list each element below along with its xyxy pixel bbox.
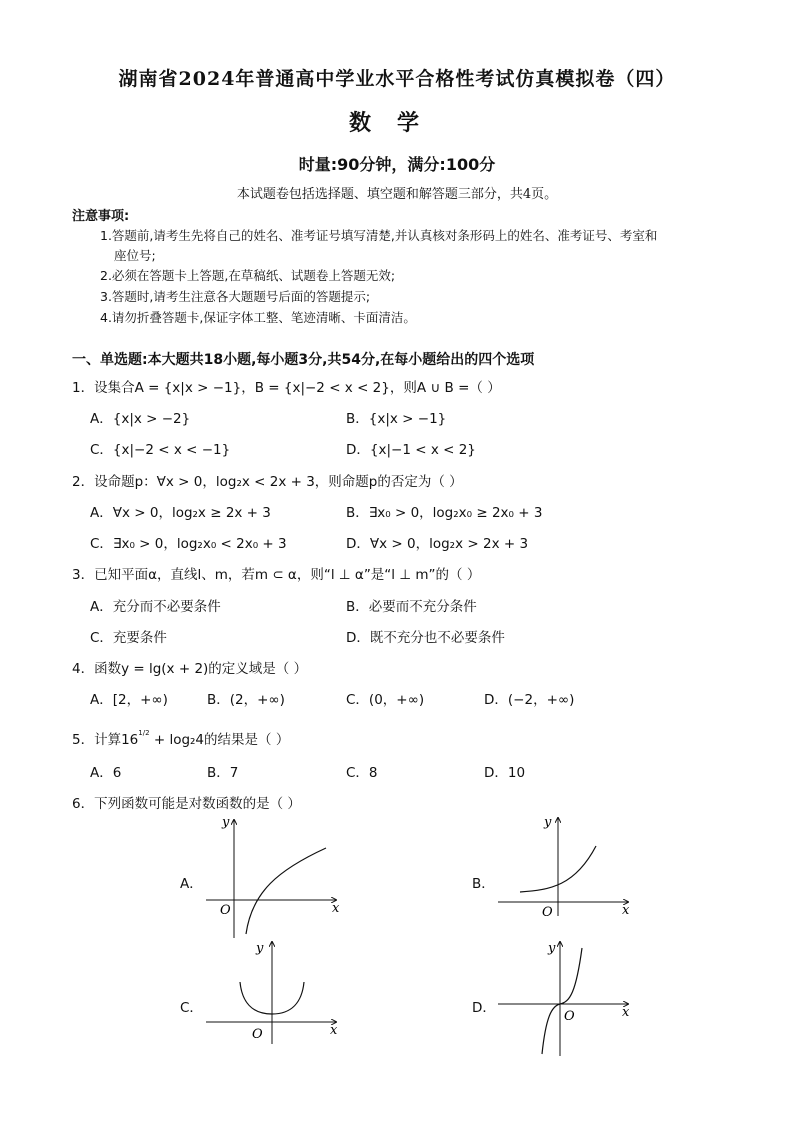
graph-d-origin: O xyxy=(564,1009,575,1024)
graph-b xyxy=(490,812,640,922)
graph-c-origin: O xyxy=(252,1027,263,1042)
question-3-option-c: C．充要条件 xyxy=(90,630,167,646)
question-6-stem: 6．下列函数可能是对数函数的是（ ） xyxy=(72,796,301,812)
notice-heading: 注意事项: xyxy=(72,209,130,224)
question-1-option-d: D．{x|−1 < x < 2} xyxy=(346,442,476,458)
question-4-option-b: B．(2，+∞) xyxy=(207,692,285,708)
question-5-stem xyxy=(72,728,289,748)
question-5-stem-post: + log₂4的结果是（ ） xyxy=(149,732,290,748)
notice-item-3: 3.答题时,请考生注意各大题题号后面的答题提示; xyxy=(100,289,371,304)
question-2-option-d: D．∀x > 0，log₂x > 2x + 3 xyxy=(346,536,529,552)
graph-d-x-label: x xyxy=(622,1005,630,1020)
time-score-line: 时量:90分钟，满分:100分 xyxy=(298,155,496,174)
question-3-option-a: A．充分而不必要条件 xyxy=(90,599,221,615)
graph-a xyxy=(200,812,350,942)
graph-c xyxy=(200,936,350,1051)
question-3-option-b: B．必要而不充分条件 xyxy=(346,599,477,615)
question-5-stem-pre: 5．计算16 xyxy=(72,732,139,748)
question-2-option-b: B．∃x₀ > 0，log₂x₀ ≥ 2x₀ + 3 xyxy=(346,505,543,521)
question-5-option-c: C．8 xyxy=(346,765,378,781)
question-4-option-a: A．[2，+∞) xyxy=(90,692,168,708)
graph-a-origin: O xyxy=(220,903,231,918)
graph-d xyxy=(490,936,640,1061)
question-1-option-b: B．{x|x > −1} xyxy=(346,411,447,427)
graph-c-x-label: x xyxy=(330,1023,338,1038)
graph-c-label: C． xyxy=(180,1000,203,1016)
graph-a-y-label: y xyxy=(222,815,230,830)
graph-b-label: B． xyxy=(472,876,495,892)
question-3-option-d: D．既不充分也不必要条件 xyxy=(346,630,505,646)
question-5-exponent: 1/2 xyxy=(138,728,150,737)
section-heading: 一、单选题:本大题共18小题,每小题3分,共54分,在每小题给出的四个选项 xyxy=(72,352,535,368)
notice-item-2: 2.必须在答题卡上答题,在草稿纸、试题卷上答题无效; xyxy=(100,268,396,283)
graph-d-label: D． xyxy=(472,1000,496,1016)
question-2-option-a: A．∀x > 0，log₂x ≥ 2x + 3 xyxy=(90,505,271,521)
question-4-option-d: D．(−2，+∞) xyxy=(484,692,575,708)
notice-item-4: 4.请勿折叠答题卡,保证字体工整、笔迹清晰、卡面清洁。 xyxy=(100,310,416,325)
notice-item-1: 1.答题前,请考生先将自己的姓名、准考证号填写清楚,并认真核对条形码上的姓名、准考证号、考室和 xyxy=(100,228,658,243)
question-1-option-c: C．{x|−2 < x < −1} xyxy=(90,442,231,458)
question-3-stem: 3．已知平面α，直线l、m，若m ⊂ α，则“l ⊥ α”是“l ⊥ m”的（ ） xyxy=(72,567,481,583)
intro-line: 本试题卷包括选择题、填空题和解答题三部分，共4页。 xyxy=(236,187,558,202)
graph-c-y-label: y xyxy=(256,941,264,956)
question-5-option-a: A．6 xyxy=(90,765,122,781)
question-2-stem: 2．设命题p：∀x > 0，log₂x < 2x + 3，则命题p的否定为（ ） xyxy=(72,474,463,490)
exam-title: 湖南省2024年普通高中学业水平合格性考试仿真模拟卷（四） xyxy=(118,68,676,90)
question-5-option-b: B．7 xyxy=(207,765,239,781)
question-4-option-c: C．(0，+∞) xyxy=(346,692,425,708)
question-5-option-d: D．10 xyxy=(484,765,526,781)
notice-item-1-cont: 座位号; xyxy=(114,248,156,263)
question-1-stem: 1．设集合A = {x|x > −1}，B = {x|−2 < x < 2}，则A ∪ B =（ ） xyxy=(72,380,501,396)
graph-b-x-label: x xyxy=(622,903,630,918)
question-1-option-a: A．{x|x > −2} xyxy=(90,411,191,427)
graph-a-label: A． xyxy=(180,876,203,892)
question-2-option-c: C．∃x₀ > 0，log₂x₀ < 2x₀ + 3 xyxy=(90,536,287,552)
graph-a-x-label: x xyxy=(332,901,340,916)
subject-title: 数学 xyxy=(348,110,445,136)
question-4-stem: 4．函数y = lg(x + 2)的定义域是（ ） xyxy=(72,661,308,677)
graph-d-curve xyxy=(542,948,582,1054)
graph-b-y-label: y xyxy=(544,815,552,830)
graph-a-curve xyxy=(246,848,326,934)
graph-b-origin: O xyxy=(542,905,553,920)
graph-d-y-label: y xyxy=(548,941,556,956)
